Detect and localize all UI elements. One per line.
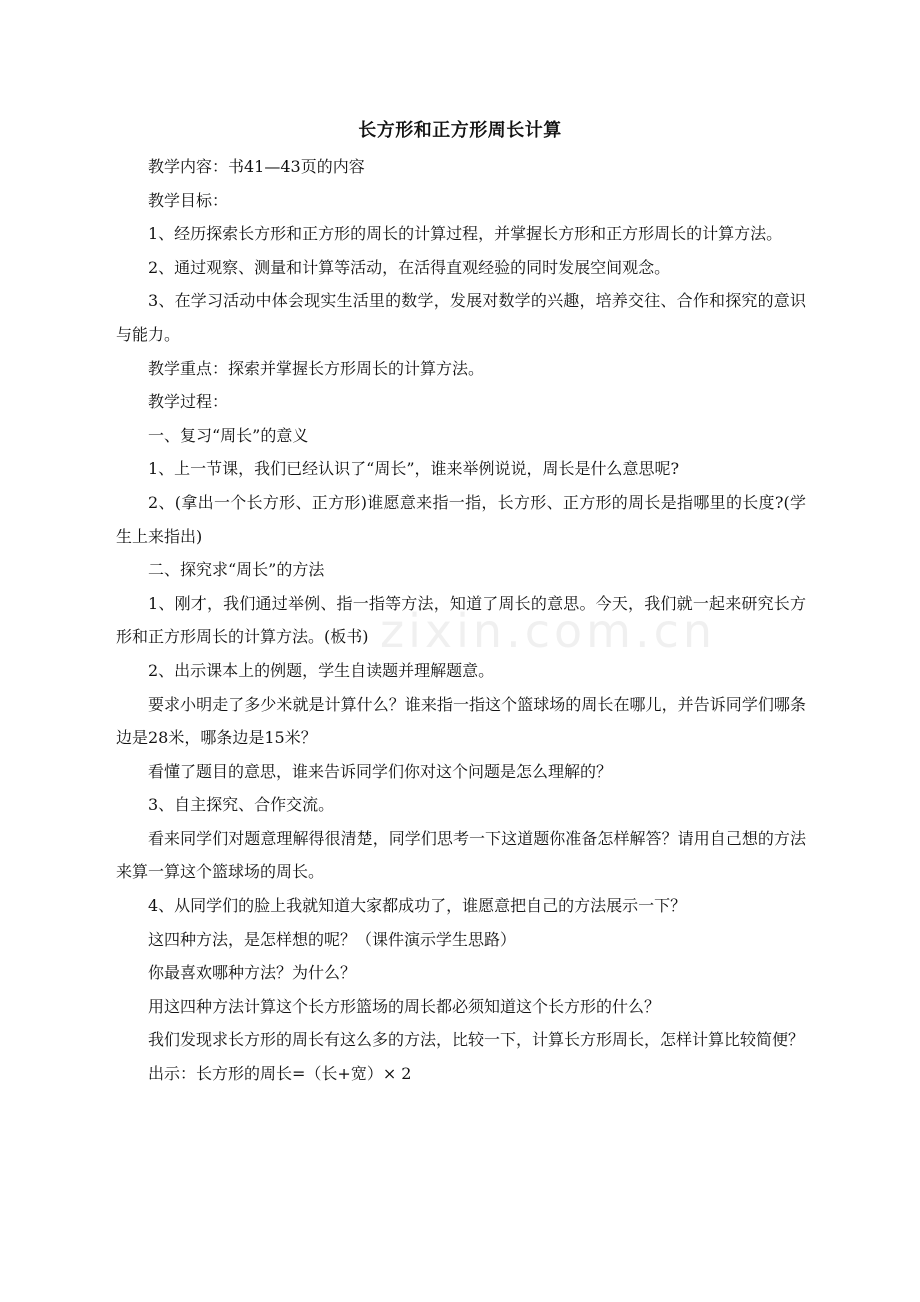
- paragraph: 你最喜欢哪种方法？为什么？: [148, 963, 357, 983]
- paragraph: 教学内容：书41—43页的内容: [148, 157, 365, 176]
- watermark: zixin.com.cn: [380, 604, 717, 658]
- paragraph: 看懂了题目的意思，谁来告诉同学们你对这个问题是怎么理解的？: [148, 761, 613, 781]
- document-body: [116, 150, 806, 1091]
- paragraph: 2、出示课本上的例题，学生自读题并理解题意。: [148, 660, 495, 680]
- paragraph: 3、自主探究、合作交流。: [148, 795, 335, 815]
- paragraph: 看来同学们对题意理解得很清楚，同学们思考一下这道题你准备怎样解答？请用自己想的方法来算一算这个篮球场的周长。: [116, 828, 806, 882]
- paragraph: 1、上一节课，我们已经认识了“周长”，谁来举例说说，周长是什么意思呢?: [148, 459, 680, 479]
- paragraph: 这四种方法，是怎样想的呢？（课件演示学生思路）: [148, 929, 517, 949]
- paragraph: 我们发现求长方形的周长有这么多的方法，比较一下，计算长方形周长，怎样计算比较简便？: [148, 1030, 805, 1050]
- paragraph: 1、刚才，我们通过举例、指一指等方法，知道了周长的意思。今天，我们就一起来研究长方形和正方形周长的计算方法。(板书): [116, 593, 806, 647]
- section-heading: 一、复习“周长”的意义: [148, 425, 309, 445]
- paragraph: 教学目标：: [148, 190, 229, 210]
- paragraph: 教学重点：探索并掌握长方形周长的计算方法。: [148, 358, 485, 378]
- paragraph: 要求小明走了多少米就是计算什么？谁来指一指这个篮球场的周长在哪儿，并告诉同学们哪条边是28米，哪条边是15米？: [116, 694, 806, 748]
- paragraph: 3、在学习活动中体会现实生活里的数学，发展对数学的兴趣，培养交往、合作和探究的意识与能力。: [116, 291, 806, 344]
- document-title: 长方形和正方形周长计算: [358, 120, 562, 141]
- paragraph: 1、经历探索长方形和正方形的周长的计算过程，并掌握长方形和正方形周长的计算方法。: [148, 224, 783, 244]
- section-heading: 二、探究求“周长”的方法: [148, 560, 325, 580]
- paragraph: 2、通过观察、测量和计算等活动，在活得直观经验的同时发展空间观念。: [148, 257, 671, 277]
- paragraph: 用这四种方法计算这个长方形篮场的周长都必须知道这个长方形的什么？: [148, 996, 661, 1016]
- paragraph: 2、(拿出一个长方形、正方形)谁愿意来指一指，长方形、正方形的周长是指哪里的长度?(学生上来指出): [116, 492, 806, 546]
- paragraph: 4、从同学们的脸上我就知道大家都成功了，谁愿意把自己的方法展示一下？: [148, 896, 687, 916]
- formula-line: 出示：长方形的周长=（长+宽）× 2: [148, 1064, 412, 1084]
- paragraph: 教学过程：: [148, 392, 229, 412]
